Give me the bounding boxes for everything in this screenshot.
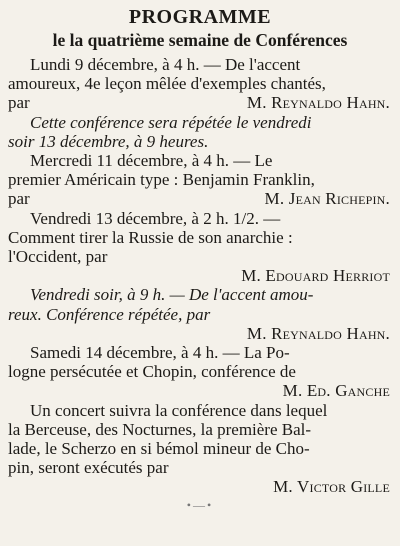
entry-samedi [8, 343, 392, 401]
entry-lundi [8, 55, 392, 113]
entry-line: Vendredi 13 décembre, à 2 h. 1/2. — [30, 208, 281, 228]
entry-line: logne persécutée et Chopin, conférence de [8, 362, 296, 382]
par-label: par [8, 189, 30, 209]
entry-line: lade, le Scherzo en si bémol mineur de Cho- [8, 439, 310, 459]
entry-line: premier Américain type : Benjamin Franklin, [8, 170, 315, 190]
entry-line: l'Occident, par [8, 247, 108, 267]
speaker-name: M. Reynaldo Hahn. [246, 93, 390, 113]
note-line: reux. Conférence répétée, par [8, 304, 211, 324]
entry-line: pin, seront exécutés par [8, 458, 169, 478]
entry-line: amoureux, 4e leçon mêlée d'exemples chantés, [8, 74, 326, 94]
ornament-divider: •—• [186, 497, 214, 512]
entry-byline [8, 189, 392, 208]
programme-title: PROGRAMME [128, 6, 272, 28]
speaker-name: M. Victor Gille [273, 477, 390, 497]
entry-byline [8, 93, 392, 112]
note-line: Cette conférence sera répétée le vendredi [30, 112, 312, 132]
entry-line: Un concert suivra la conférence dans lequel [30, 400, 328, 420]
entry-mercredi [8, 151, 392, 209]
speaker-name: M. Reynaldo Hahn. [246, 323, 390, 343]
programme-subtitle: le la quatrième semaine de Conférences [52, 30, 348, 50]
entry-note-repetition [8, 113, 392, 151]
entry-line: la Berceuse, des Nocturnes, la première Bal- [8, 419, 312, 439]
entry-line: Mercredi 11 décembre, à 4 h. — Le [30, 151, 273, 171]
note-line: Vendredi soir, à 9 h. — De l'accent amou- [30, 285, 314, 305]
entry-vendredi [8, 209, 392, 286]
note-line: soir 13 décembre, à 9 heures. [8, 131, 209, 151]
speaker-name: M. Jean Richepin. [264, 189, 390, 209]
entry-line: Comment tirer la Russie de son anarchie : [8, 227, 293, 247]
speaker-name: M. Edouard Herriot [241, 266, 390, 286]
entry-line: Samedi 14 décembre, à 4 h. — La Po- [30, 343, 290, 363]
speaker-name: M. Ed. Ganche [282, 381, 390, 401]
entry-vendredi-soir [8, 285, 392, 343]
par-label: par [8, 93, 30, 113]
entry-concert [8, 401, 392, 497]
entry-line: Lundi 9 décembre, à 4 h. — De l'accent [30, 55, 301, 74]
